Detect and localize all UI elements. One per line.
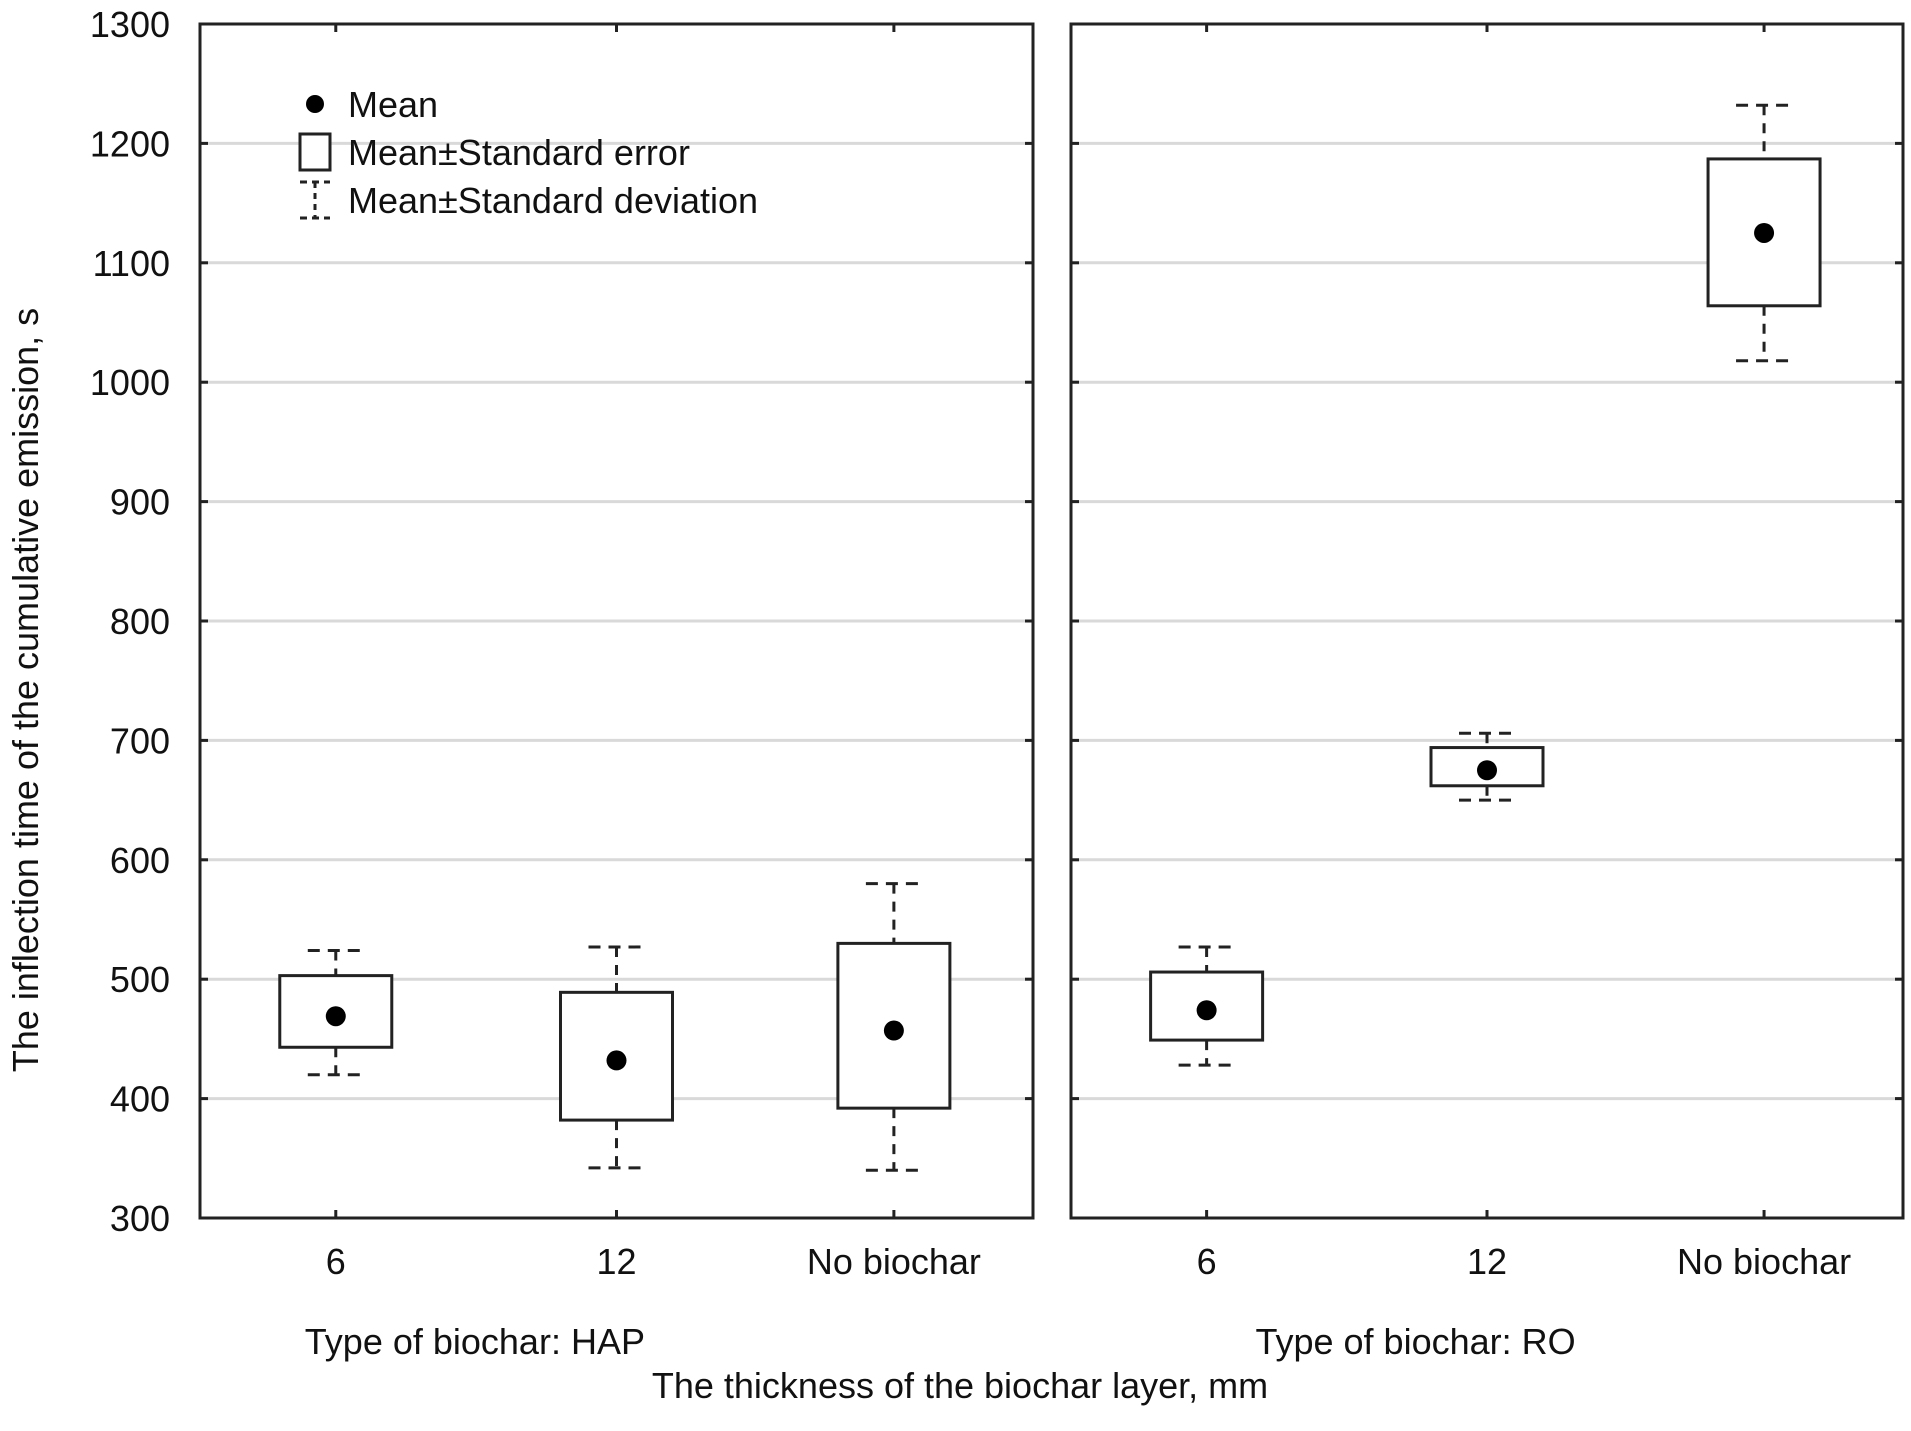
y-tick-label: 800 — [109, 601, 170, 642]
x-tick-label: No biochar — [806, 1241, 981, 1282]
y-tick-label: 600 — [109, 839, 170, 881]
legend-box-icon — [300, 134, 330, 170]
legend-label: Mean±Standard error — [348, 132, 690, 173]
legend-dot-icon — [306, 95, 324, 113]
y-tick-label: 300 — [109, 1198, 170, 1239]
y-tick-label: 1000 — [89, 362, 170, 404]
mean-point — [1477, 760, 1497, 780]
y-tick-label: 500 — [109, 959, 170, 1001]
mean-point — [884, 1021, 904, 1041]
y-tick-label: 900 — [109, 481, 170, 523]
y-tick-label: 1200 — [89, 123, 170, 165]
y-tick-label: 1100 — [92, 242, 170, 284]
y-tick-label: 1300 — [89, 4, 170, 45]
mean-point — [326, 1006, 346, 1026]
mean-point — [1197, 1000, 1217, 1020]
legend-label: Mean — [348, 84, 439, 125]
y-axis-label: The inflection time of the cumulative emission, s — [5, 307, 46, 1073]
x-tick-label: 12 — [1466, 1241, 1508, 1282]
mean-point — [1754, 223, 1774, 243]
x-tick-label: 6 — [1196, 1241, 1217, 1282]
y-tick-label: 400 — [109, 1078, 170, 1120]
panel-label: Type of biochar: RO — [1255, 1321, 1576, 1362]
x-tick-label: 6 — [325, 1241, 346, 1282]
panel-label: Type of biochar: HAP — [304, 1321, 645, 1362]
y-tick-label: 700 — [109, 720, 170, 762]
x-tick-label: No biochar — [1677, 1241, 1852, 1282]
x-tick-label: 12 — [596, 1241, 637, 1282]
x-axis-label: The thickness of the biochar layer, mm — [651, 1365, 1269, 1406]
mean-point — [607, 1050, 627, 1070]
legend-label: Mean±Standard deviation — [348, 180, 759, 221]
